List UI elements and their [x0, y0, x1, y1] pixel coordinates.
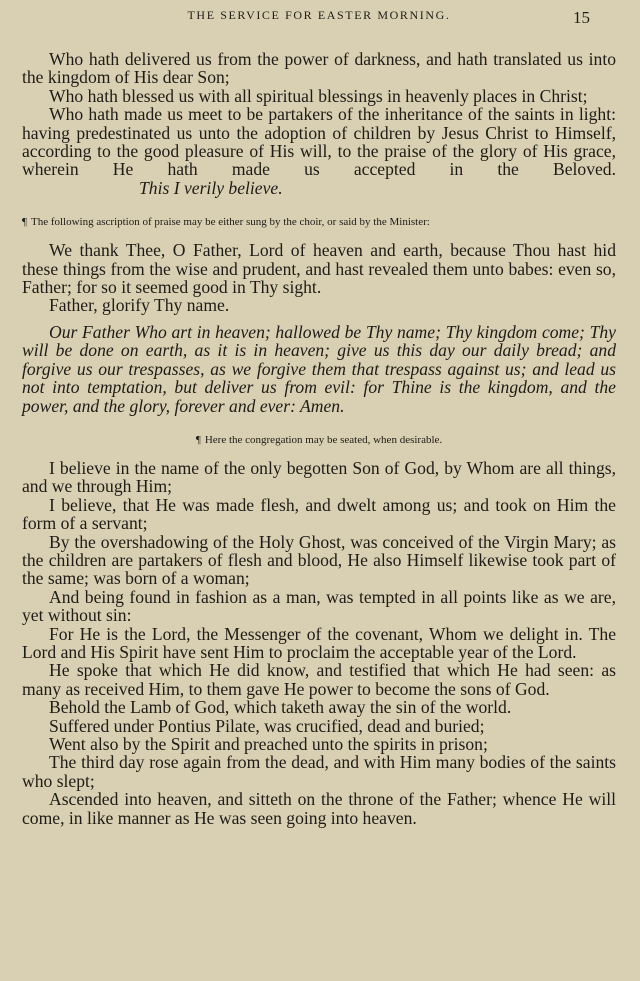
running-title: THE SERVICE FOR EASTER MORNING. — [187, 8, 451, 22]
section-affirmations — [22, 50, 616, 197]
creed-paragraph: Behold the Lamb of God, which taketh away the sin of the world. — [49, 697, 512, 718]
pilcrow-icon: ¶ — [22, 216, 27, 229]
paragraph: Who hath delivered us from the power of darkness, and hath translated us into the kingdom of His dear Son; — [22, 49, 616, 88]
creed-paragraph: The third day rose again from the dead, and with Him many bodies of the saints who slept; — [22, 752, 616, 791]
paragraph — [22, 105, 616, 197]
rubric — [22, 215, 616, 229]
running-head — [22, 8, 616, 32]
creed-paragraph: By the overshadowing of the Holy Ghost, was conceived of the Virgin Mary; as the children are partakers of flesh and blood, He also Himself likewise took part of the same; was born of a woman; — [22, 531, 616, 589]
lords-prayer — [22, 323, 616, 415]
rubric-text: The following ascription of praise may be either sung by the choir, or said by the Minister: — [30, 216, 430, 229]
creed-paragraph: I believe in the name of the only begotten Son of God, by Whom are all things, and we through Him; — [22, 457, 616, 497]
creed-paragraph: And being found in fashion as a man, was tempted in all points like as we are, yet without sin: — [22, 586, 616, 626]
creed-paragraph: Suffered under Pontius Pilate, was crucified, dead and buried; — [49, 715, 485, 736]
rubric-text: Here the congregation may be seated, when desirable. — [204, 433, 443, 446]
paragraph-text: Who hath made us meet to be partakers of the inheritance of the saints in light: having predestinated us unto the adoption of children by Jesus Christ to Himself, according to the good pleasure of His will, to the praise of the glory of His grace, wherein He hath made us accepted in the Beloved. — [22, 104, 616, 180]
paragraph: Father, glorify Thy name. — [49, 295, 230, 316]
section-ascription — [22, 241, 616, 315]
response-line: This I verily believe. — [139, 177, 283, 198]
creed-paragraph: For He is the Lord, the Messenger of the covenant, Whom we delight in. The Lord and His Spirit have sent Him to proclaim the acceptable year of the Lord. — [22, 623, 616, 662]
rubric — [22, 433, 616, 447]
creed — [22, 459, 616, 827]
paragraph: We thank Thee, O Father, Lord of heaven and earth, because Thou hast hid these things from the wise and prudent, and hast revealed them unto babes: even so, Father; for so it seemed good in Thy sight. — [22, 240, 616, 298]
lords-prayer-text: Our Father Who art in heaven; hallowed be Thy name; Thy kingdom come; Thy will be done on earth, as it is in heaven; give us this day our daily bread; and forgive us our trespasses, as we forgive them that trespass against us; and lead us not into temptation, but deliver us from evil: for Thine is the kingdom, and the power, and the glory, forever and ever: Amen. — [22, 321, 616, 416]
creed-paragraph: He spoke that which He did know, and testified that which He had seen: as many as received Him, to them gave He power to become the sons of God. — [22, 660, 616, 699]
creed-paragraph: Ascended into heaven, and sitteth on the throne of the Father; whence He will come, in like manner as He was seen going into heaven. — [22, 789, 616, 828]
creed-paragraph: Went also by the Spirit and preached unto the spirits in prison; — [49, 734, 488, 754]
creed-paragraph: I believe, that He was made flesh, and dwelt among us; and took on Him the form of a servant; — [22, 494, 616, 534]
page-number: 15 — [573, 8, 590, 27]
pilcrow-icon: ¶ — [195, 433, 201, 446]
paragraph: Who hath blessed us with all spiritual blessings in heavenly places in Christ; — [49, 85, 588, 106]
